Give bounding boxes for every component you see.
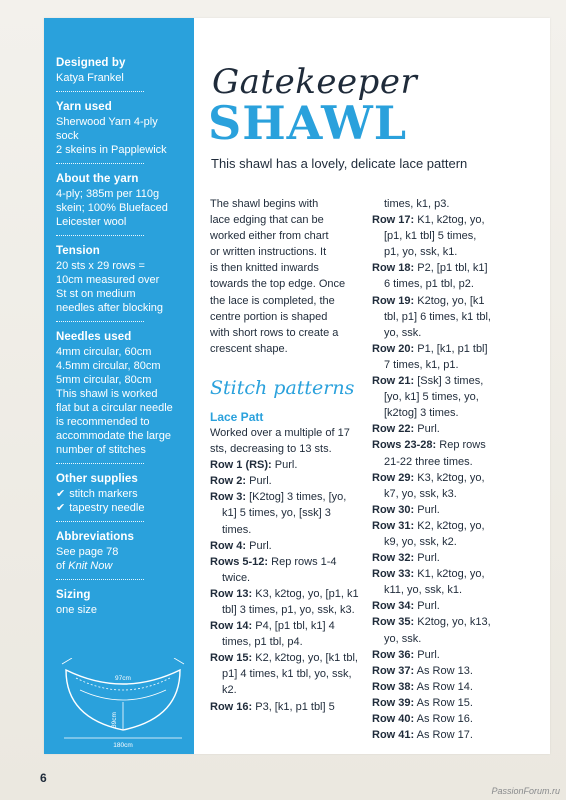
pattern-row bbox=[210, 457, 360, 473]
row-instruction: Purl. bbox=[246, 475, 272, 488]
abbreviations-pre: of bbox=[56, 560, 66, 572]
lace-patt-heading: Lace Patt bbox=[210, 409, 264, 424]
intro-line: The shawl begins with bbox=[210, 198, 319, 210]
lace-patt-line: sts, decreasing to 13 sts. bbox=[210, 443, 332, 456]
row-instruction: Rep rows 21-22 three times. bbox=[384, 439, 486, 468]
needles-heading: Needles used bbox=[56, 331, 132, 343]
row-instruction: [Ssk] 3 times, [yo, k1] 5 times, yo, [k2tog] 3 times. bbox=[384, 375, 484, 420]
row-instruction: K2tog, yo, k13, yo, ssk. bbox=[384, 616, 491, 645]
row-instruction: [K2tog] 3 times, [yo, k1] 5 times, yo, [ssk] 3 times. bbox=[222, 491, 347, 536]
about-yarn-heading: About the yarn bbox=[56, 173, 139, 185]
abbreviations-line bbox=[56, 559, 182, 573]
needles-line: is recommended to bbox=[56, 416, 150, 428]
row-label: Row 20: bbox=[372, 342, 415, 355]
tension-line: 10cm measured over bbox=[56, 274, 160, 286]
pattern-row bbox=[372, 727, 492, 743]
stitch-patterns-heading: Stitch patterns bbox=[210, 376, 355, 399]
row-label: Row 39: bbox=[372, 696, 415, 709]
bottom-measure-label: 180cm bbox=[113, 742, 133, 748]
yarn-used-line: 2 skeins in Papplewick bbox=[56, 144, 167, 156]
row-instruction: P2, [p1 tbl, k1] 6 times, p1 tbl, p2. bbox=[384, 262, 488, 291]
tension-heading: Tension bbox=[56, 245, 100, 257]
divider bbox=[56, 521, 144, 522]
pattern-row bbox=[210, 586, 360, 618]
pattern-row bbox=[372, 502, 492, 518]
row-instruction: Purl. bbox=[414, 552, 440, 565]
tension-line: St st on medium bbox=[56, 288, 136, 300]
divider bbox=[56, 321, 144, 322]
row-instruction: P3, [k1, p1 tbl] 5 bbox=[252, 700, 335, 713]
pattern-row bbox=[210, 489, 360, 537]
measure-line bbox=[174, 658, 184, 664]
needles-section bbox=[56, 330, 182, 457]
row-label: Row 38: bbox=[372, 680, 415, 693]
sizing-heading: Sizing bbox=[56, 589, 91, 601]
row-label: Row 21: bbox=[372, 375, 415, 388]
column-right bbox=[372, 196, 492, 743]
abbreviations-line: See page 78 bbox=[56, 546, 119, 558]
watermark: PassionForum.ru bbox=[491, 786, 560, 796]
supply-label: stitch markers bbox=[69, 488, 138, 500]
intro-line: crescent shape. bbox=[210, 342, 288, 355]
row-label: Row 16: bbox=[210, 700, 253, 713]
row-label: Row 37: bbox=[372, 664, 415, 677]
intro-line: centre portion is shaped bbox=[210, 310, 328, 323]
row-instruction: As Row 17. bbox=[414, 729, 473, 742]
magazine-name: Knit Now bbox=[68, 560, 113, 572]
intro-line: with short rows to create a bbox=[210, 326, 339, 339]
row-instruction: K3, k2tog, yo, [p1, k1 tbl] 3 times, p1, yo, ssk, k3. bbox=[222, 587, 359, 616]
pattern-row bbox=[372, 437, 492, 469]
intro-line: worked either from chart bbox=[210, 230, 329, 243]
row-label: Row 2: bbox=[210, 475, 247, 488]
pattern-row bbox=[372, 518, 492, 550]
pattern-row bbox=[372, 373, 492, 421]
info-sidebar bbox=[44, 18, 194, 754]
yarn-used-line: Sherwood Yarn 4-ply sock bbox=[56, 116, 158, 142]
subtitle: This shawl has a lovely, delicate lace pattern bbox=[211, 156, 468, 171]
depth-measure-label: 39cm bbox=[111, 712, 118, 728]
measure-line bbox=[62, 658, 72, 664]
sizing-text: one size bbox=[56, 604, 97, 616]
pattern-row bbox=[372, 566, 492, 598]
row-instruction: Purl. bbox=[246, 539, 272, 552]
pattern-row bbox=[372, 341, 492, 373]
intro-paragraph bbox=[210, 196, 360, 357]
designed-by-heading: Designed by bbox=[56, 57, 126, 69]
other-supplies-heading: Other supplies bbox=[56, 473, 138, 485]
row-label: Row 29: bbox=[372, 471, 415, 484]
designer-name: Katya Frankel bbox=[56, 72, 124, 84]
needles-line: 5mm circular, 80cm bbox=[56, 374, 152, 386]
row-instruction: K1, k2tog, yo, k11, yo, ssk, k1. bbox=[384, 568, 485, 597]
supplies-list bbox=[56, 487, 182, 515]
abbreviations-section bbox=[56, 530, 182, 573]
row-instruction: As Row 14. bbox=[414, 680, 473, 693]
row-instruction: P1, [k1, p1 tbl] 7 times, k1, p1. bbox=[384, 342, 488, 371]
row-label: Row 22: bbox=[372, 423, 415, 436]
row-instruction: Purl. bbox=[414, 503, 440, 516]
needles-line: flat but a circular needle bbox=[56, 402, 173, 414]
row-instruction: P4, [p1 tbl, k1] 4 times, p1 tbl, p4. bbox=[222, 620, 335, 649]
row-label: Row 35: bbox=[372, 616, 415, 629]
shawl-schematic bbox=[58, 658, 188, 748]
list-item bbox=[56, 487, 182, 501]
top-measure-label: 97cm bbox=[115, 675, 131, 682]
row-label: Row 3: bbox=[210, 491, 247, 504]
check-icon: ✔ bbox=[56, 488, 66, 500]
yarn-used-section bbox=[56, 100, 182, 157]
row-instruction: As Row 16. bbox=[414, 713, 473, 725]
needles-line: number of stitches bbox=[56, 444, 146, 456]
row-instruction: K2tog, yo, [k1 tbl, p1] 6 times, k1 tbl, yo, ssk. bbox=[384, 294, 491, 339]
row-instruction: Purl. bbox=[414, 423, 440, 436]
tension-line: needles after blocking bbox=[56, 302, 164, 314]
tension-line: 20 sts x 29 rows = bbox=[56, 260, 145, 272]
title-script: Gatekeeper bbox=[212, 62, 418, 102]
pattern-row bbox=[372, 421, 492, 437]
row-instruction: K2, k2tog, yo, k9, yo, ssk, k2. bbox=[384, 519, 485, 548]
row-label: Rows 23-28: bbox=[372, 439, 437, 452]
row-label: Row 36: bbox=[372, 648, 415, 661]
page-number: 6 bbox=[40, 771, 47, 785]
pattern-row bbox=[372, 212, 492, 260]
intro-line: is then knitted inwards bbox=[210, 262, 319, 275]
row-label: Row 18: bbox=[372, 262, 415, 275]
check-icon: ✔ bbox=[56, 502, 66, 514]
pattern-row bbox=[372, 598, 492, 614]
needles-line: 4.5mm circular, 80cm bbox=[56, 360, 161, 372]
pattern-row bbox=[372, 663, 492, 679]
about-yarn-line: skein; 100% Bluefaced bbox=[56, 202, 168, 214]
pattern-row bbox=[210, 554, 360, 586]
row-instruction: Purl. bbox=[414, 648, 440, 661]
list-item bbox=[56, 501, 182, 515]
pattern-row bbox=[372, 711, 492, 727]
column-left bbox=[210, 196, 360, 715]
row-label: Row 33: bbox=[372, 568, 415, 581]
tension-section bbox=[56, 244, 182, 315]
lace-patt-line: Worked over a multiple of 17 bbox=[210, 426, 350, 439]
page-title: SHAWL bbox=[208, 96, 408, 150]
row-label: Row 34: bbox=[372, 600, 415, 613]
about-yarn-line: 4-ply; 385m per 110g bbox=[56, 188, 160, 200]
sizing-section bbox=[56, 588, 182, 617]
needles-line: 4mm circular, 60cm bbox=[56, 346, 152, 358]
row-instruction: K3, k2tog, yo, k7, yo, ssk, k3. bbox=[384, 471, 485, 500]
pattern-row bbox=[210, 699, 360, 715]
pattern-row bbox=[372, 614, 492, 646]
needles-line: This shawl is worked bbox=[56, 388, 158, 400]
yarn-used-heading: Yarn used bbox=[56, 101, 112, 113]
pattern-row bbox=[372, 260, 492, 292]
row-label: Row 31: bbox=[372, 519, 415, 532]
row-instruction: Rep rows 1-4 twice. bbox=[222, 555, 337, 584]
pattern-row bbox=[372, 293, 492, 341]
about-yarn-line: Leicester wool bbox=[56, 216, 127, 228]
intro-line: the lace is completed, the bbox=[210, 294, 335, 307]
pattern-row bbox=[372, 679, 492, 695]
other-supplies-section bbox=[56, 472, 182, 515]
row-label: Row 17: bbox=[372, 214, 415, 227]
intro-line: lace edging that can be bbox=[210, 214, 324, 227]
row-label: Row 32: bbox=[372, 552, 415, 565]
pattern-row bbox=[210, 650, 360, 698]
row-label: Row 14: bbox=[210, 620, 253, 633]
row-label: Row 40: bbox=[372, 713, 415, 725]
row-label: Row 13: bbox=[210, 587, 253, 600]
row-list bbox=[210, 457, 360, 715]
measure-arc bbox=[80, 690, 166, 700]
needles-line: accommodate the large bbox=[56, 430, 171, 442]
row-label: Row 41: bbox=[372, 729, 415, 742]
divider bbox=[56, 235, 144, 236]
row-label: Rows 5-12: bbox=[210, 555, 269, 568]
row-label: Row 30: bbox=[372, 503, 415, 516]
intro-line: towards the top edge. Once bbox=[210, 278, 346, 291]
row-label: Row 15: bbox=[210, 652, 253, 665]
pattern-row bbox=[372, 550, 492, 566]
row-instruction: K1, k2tog, yo, [p1, k1 tbl] 5 times, p1, yo, ssk, k1. bbox=[384, 214, 485, 259]
pattern-row bbox=[210, 473, 360, 489]
row-label: Row 19: bbox=[372, 294, 415, 307]
pattern-row bbox=[372, 470, 492, 502]
divider bbox=[56, 91, 144, 92]
divider bbox=[56, 579, 144, 580]
divider bbox=[56, 163, 144, 164]
row-instruction: As Row 15. bbox=[414, 696, 473, 709]
row-instruction: Purl. bbox=[414, 600, 440, 613]
divider bbox=[56, 463, 144, 464]
pattern-row bbox=[210, 538, 360, 554]
supply-label: tapestry needle bbox=[69, 502, 145, 514]
row-continuation: times, k1, p3. bbox=[384, 198, 450, 210]
designed-by-section bbox=[56, 56, 182, 85]
row-instruction: K2, k2tog, yo, [k1 tbl, p1] 4 times, k1 tbl, yo, ssk, k2. bbox=[222, 652, 358, 697]
row-instruction: As Row 13. bbox=[414, 664, 473, 677]
row-list bbox=[372, 212, 492, 743]
row-label: Row 1 (RS): bbox=[210, 459, 272, 472]
pattern-row bbox=[372, 695, 492, 711]
about-yarn-section bbox=[56, 172, 182, 229]
row-label: Row 4: bbox=[210, 539, 247, 552]
abbreviations-heading: Abbreviations bbox=[56, 531, 134, 543]
row-instruction: Purl. bbox=[271, 459, 298, 472]
pattern-row bbox=[210, 618, 360, 650]
pattern-row bbox=[372, 647, 492, 663]
intro-line: or written instructions. It bbox=[210, 246, 327, 259]
